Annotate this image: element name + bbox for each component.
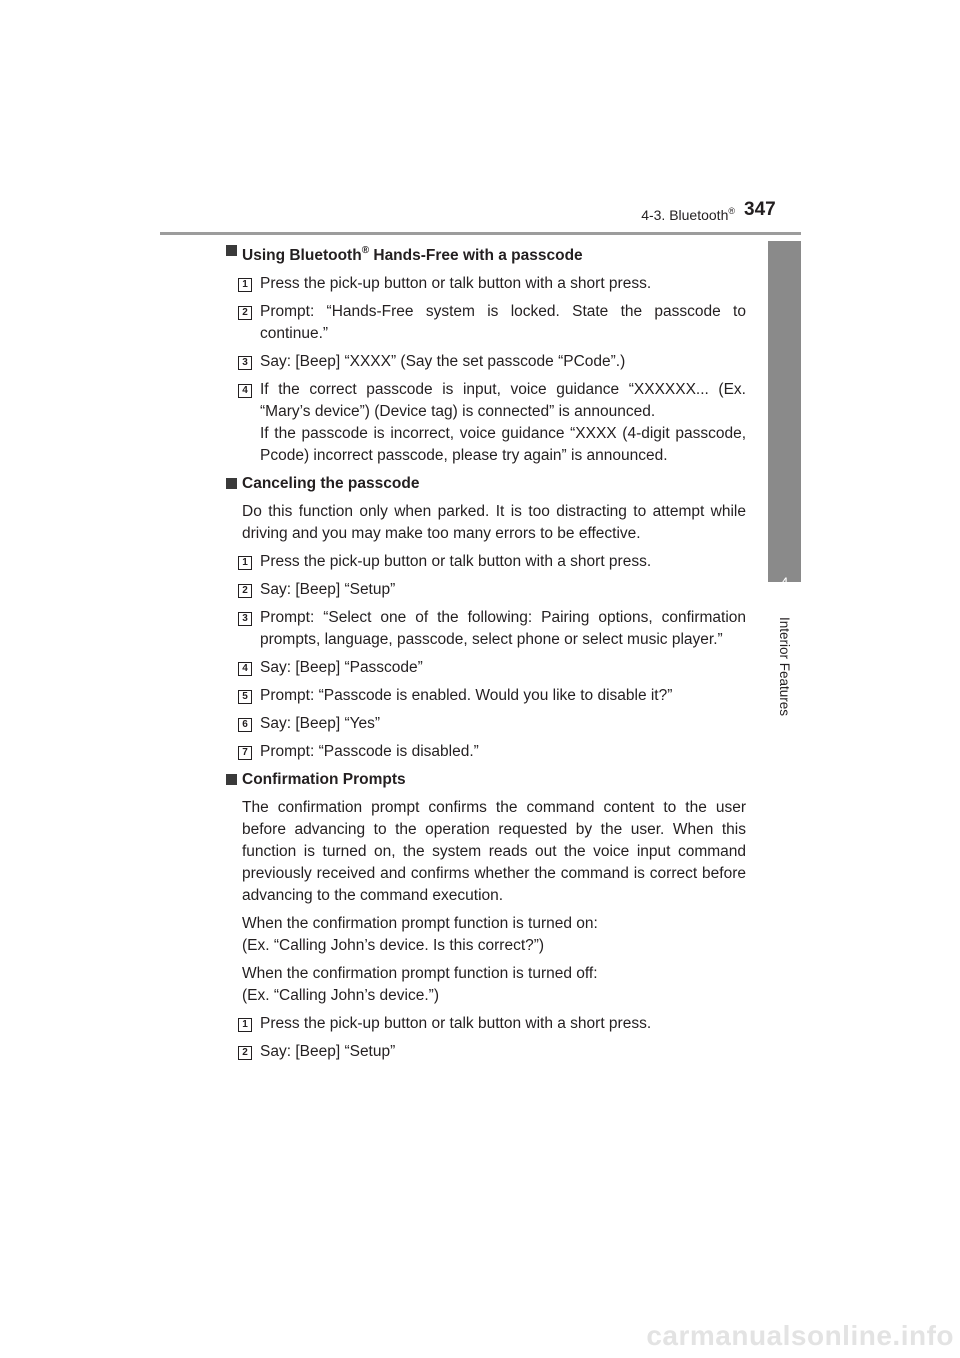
page-header (0, 0, 960, 240)
confirmation-on-line: When the confirmation prompt function is turned on: (242, 915, 598, 932)
chapter-label: Interior Features (777, 616, 793, 716)
step-number: 3 (238, 612, 252, 626)
step-item: 7 Prompt: “Passcode is disabled.” (226, 741, 746, 763)
step-item: 4 Say: [Beep] “Passcode” (226, 657, 746, 679)
step-item: 1 Press the pick-up button or talk button with a short press. (226, 273, 746, 295)
step-number: 6 (238, 718, 252, 732)
step-item: 2 Say: [Beep] “Setup” (226, 1041, 746, 1063)
section-heading-passcode: Using Bluetooth® Hands-Free with a passcode (226, 240, 746, 267)
watermark (0, 1320, 960, 1358)
chapter-number: 4 (780, 574, 789, 590)
step-number: 2 (238, 584, 252, 598)
watermark-text: carmanualsonline.info (646, 1320, 954, 1351)
header-rule (160, 232, 801, 235)
step-number: 4 (238, 384, 252, 398)
confirmation-off-line: When the confirmation prompt function is turned off: (242, 965, 598, 982)
step-number: 2 (238, 306, 252, 320)
step-number: 3 (238, 356, 252, 370)
cancel-intro: Do this function only when parked. It is too distracting to attempt while driving and you may make too many errors to be effective. (242, 503, 746, 542)
page-number: 347 (744, 199, 776, 220)
step-item-continuation: If the passcode is incorrect, voice guidance “XXXX (4-digit passcode, Pcode) incorrect passcode, please try again” is announced. (260, 425, 746, 464)
step-number: 5 (238, 690, 252, 704)
section-heading-cancel: Canceling the passcode (226, 473, 746, 495)
step-item: 4 If the correct passcode is input, voice guidance “XXXXXX... (Ex. “Mary’s device”) (Device tag) is connected” is announced. (226, 379, 746, 423)
section-title: 4-3. Bluetooth® (641, 206, 735, 223)
step-item: 1 Press the pick-up button or talk button with a short press. (226, 1013, 746, 1035)
step-item: 6 Say: [Beep] “Yes” (226, 713, 746, 735)
step-item: 2 Say: [Beep] “Setup” (226, 579, 746, 601)
chapter-tab (768, 241, 801, 590)
step-item: 1 Press the pick-up button or talk button with a short press. (226, 551, 746, 573)
step-number: 2 (238, 1046, 252, 1060)
step-item: 2 Prompt: “Hands-Free system is locked. State the passcode to continue.” (226, 301, 746, 345)
step-number: 4 (238, 662, 252, 676)
step-number: 1 (238, 556, 252, 570)
page-content (226, 240, 746, 1063)
step-item: 5 Prompt: “Passcode is enabled. Would you like to disable it?” (226, 685, 746, 707)
step-number: 7 (238, 746, 252, 760)
square-bullet-icon (226, 774, 237, 785)
confirmation-off-example: (Ex. “Calling John’s device.”) (242, 987, 439, 1004)
step-item: 3 Prompt: “Select one of the following: Pairing options, confirmation prompts, language, passcode, select phone or select music player.” (226, 607, 746, 651)
confirmation-on-example: (Ex. “Calling John’s device. Is this correct?”) (242, 937, 545, 954)
square-bullet-icon (226, 478, 237, 489)
square-bullet-icon (226, 245, 237, 256)
step-number: 1 (238, 278, 252, 292)
step-number: 1 (238, 1018, 252, 1032)
section-heading-confirmation: Confirmation Prompts (226, 769, 746, 791)
confirmation-intro: The confirmation prompt confirms the command content to the user before advancing to the operation requested by the user. When this function is turned on, the system reads out the voice input command previously received and confirms whether the command is correct before advancing to the command execution. (242, 799, 746, 904)
step-item: 3 Say: [Beep] “XXXX” (Say the set passcode “PCode”.) (226, 351, 746, 373)
